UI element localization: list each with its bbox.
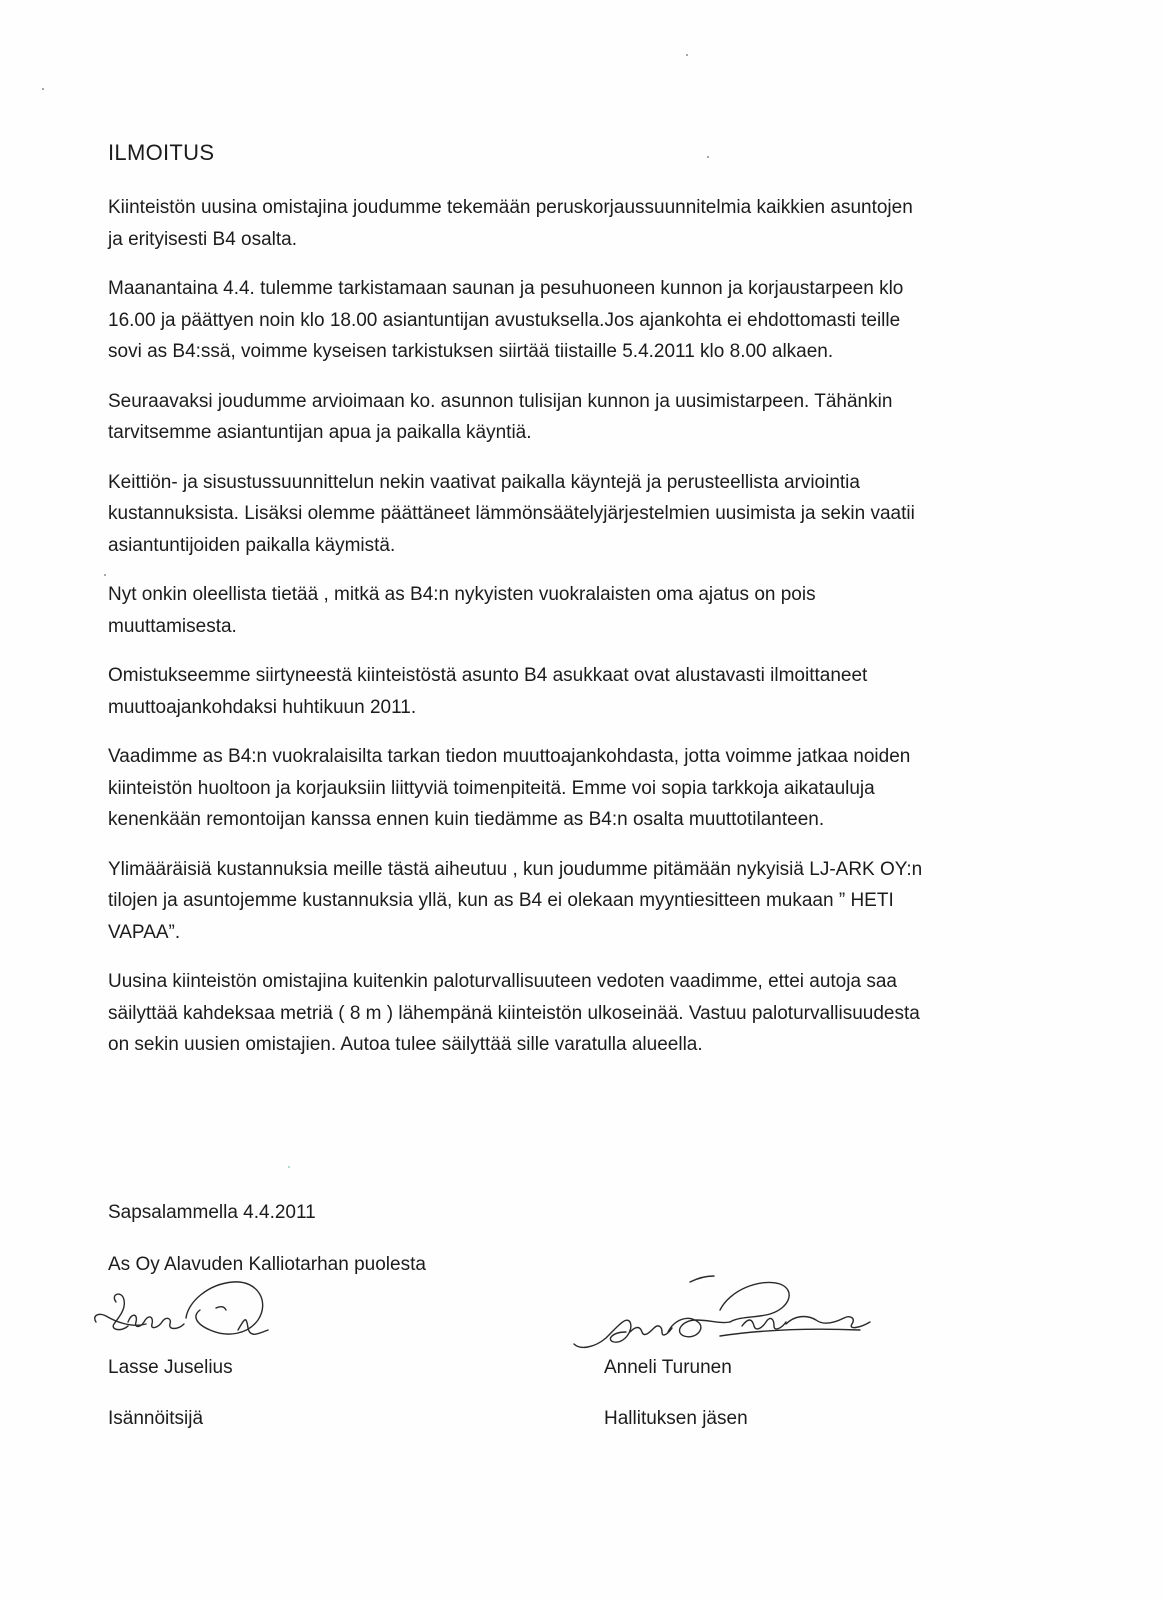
paragraph-9 <box>108 966 1028 1061</box>
on-behalf-line: As Oy Alavuden Kalliotarhan puolesta <box>108 1254 426 1275</box>
paragraph-line: sovi as B4:ssä, voimme kyseisen tarkistuksen siirtää tiistaille 5.4.2011 klo 8.00 alkaen. <box>108 341 834 362</box>
paragraph-line: muuttamisesta. <box>108 615 237 637</box>
paragraph-7 <box>108 741 1028 836</box>
paragraph-line: Kiinteistön uusina omistajina joudumme tekemään peruskorjaussuunnitelmia kaikkien asuntojen <box>108 197 913 218</box>
signer-name-2: Anneli Turunen <box>604 1357 732 1378</box>
paragraph-line: tarvitsemme asiantuntijan apua ja paikalla käyntiä. <box>108 422 532 443</box>
paragraph-3 <box>108 386 1028 449</box>
paragraph-line: Keittiön- ja sisustussuunnittelun nekin vaativat paikalla käyntejä ja perusteellista arviointia <box>108 471 860 493</box>
signature-lasse-juselius <box>88 1272 288 1364</box>
paragraph-line: 16.00 ja päättyen noin klo 18.00 asiantuntijan avustuksella.Jos ajankohta ei ehdottomasti teille <box>108 309 901 331</box>
signature-anneli-turunen <box>570 1270 880 1370</box>
paragraph-line: tilojen ja asuntojemme kustannuksia yllä, kun as B4 ei olekaan myyntiesitteen mukaan ” HETI <box>108 890 894 911</box>
document-title: ILMOITUS <box>108 140 215 165</box>
paragraph-line: Ylimääräisiä kustannuksia meille tästä aiheutuu , kun joudumme pitämään nykyisiä LJ-ARK OY:n <box>108 858 923 880</box>
place-and-date: Sapsalammella 4.4.2011 <box>108 1202 316 1223</box>
paragraph-line: Omistukseemme siirtyneestä kiinteistöstä asunto B4 asukkaat ovat alustavasti ilmoittaneet <box>108 665 868 686</box>
paragraph-line: Vaadimme as B4:n vuokralaisilta tarkan tiedon muuttoajankohdasta, jotta voimme jatkaa noiden <box>108 746 911 767</box>
paragraph-5 <box>108 579 1028 642</box>
signer-role-2: Hallituksen jäsen <box>604 1408 748 1429</box>
paragraph-line: VAPAA”. <box>108 921 181 943</box>
scan-speck <box>42 88 44 90</box>
document-body <box>108 192 1028 1079</box>
paragraph-line: asiantuntijoiden paikalla käymistä. <box>108 534 396 556</box>
paragraph-line: ja erityisesti B4 osalta. <box>108 228 298 250</box>
signer-role-1: Isännöitsijä <box>108 1408 204 1429</box>
paragraph-line: Uusina kiinteistön omistajina kuitenkin paloturvallisuuteen vedoten vaadimme, ettei autoja saa <box>108 971 897 992</box>
scan-speck <box>288 1166 290 1168</box>
paragraph-line: muuttoajankohdaksi huhtikuun 2011. <box>108 696 417 718</box>
paragraph-line: Seuraavaksi joudumme arvioimaan ko. asunnon tulisijan kunnon ja uusimistarpeen. Tähänkin <box>108 390 893 412</box>
paragraph-line: on sekin uusien omistajien. Autoa tulee säilyttää sille varatulla alueella. <box>108 1034 703 1055</box>
paragraph-8 <box>108 854 1028 949</box>
scan-speck <box>686 54 688 56</box>
paragraph-line: säilyttää kahdeksaa metriä ( 8 m ) lähempänä kiinteistön ulkoseinää. Vastuu paloturvallisuudesta <box>108 1002 920 1024</box>
signer-name-1: Lasse Juselius <box>108 1357 233 1378</box>
paragraph-1 <box>108 192 1028 255</box>
paragraph-line: kenenkään remontoijan kanssa ennen kuin tiedämme as B4:n osalta muuttotilanteen. <box>108 809 825 830</box>
paragraph-2 <box>108 273 1028 368</box>
paragraph-line: Maanantaina 4.4. tulemme tarkistamaan saunan ja pesuhuoneen kunnon ja korjaustarpeen klo <box>108 278 904 299</box>
scan-speck <box>104 574 106 576</box>
paragraph-line: Nyt onkin oleellista tietää , mitkä as B4:n nykyisten vuokralaisten oma ajatus on pois <box>108 584 816 605</box>
paragraph-line: kiinteistön huoltoon ja korjauksiin liittyviä toimenpiteitä. Emme voi sopia tarkkoja aikatauluja <box>108 777 875 799</box>
paragraph-6 <box>108 660 1028 723</box>
paragraph-4 <box>108 467 1028 562</box>
scan-speck <box>707 156 709 158</box>
paragraph-line: kustannuksista. Lisäksi olemme päättäneet lämmönsäätelyjärjestelmien uusimista ja sekin vaatii <box>108 503 915 524</box>
